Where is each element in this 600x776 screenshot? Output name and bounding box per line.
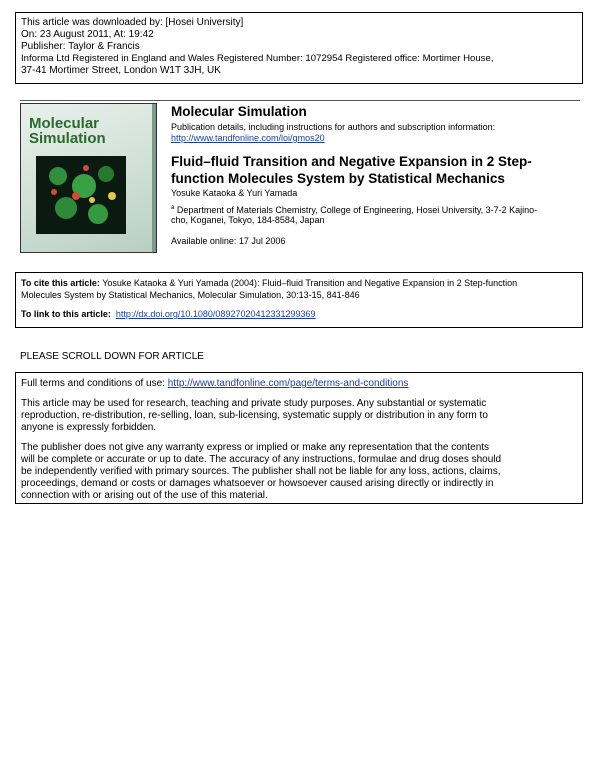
link-line xyxy=(21,309,316,320)
article-authors: Yosuke Kataoka & Yuri Yamada xyxy=(171,188,298,198)
terms-p2-line-4: proceedings, demand or costs or damages whatsoever or howsoever caused arising directly or indirectly in xyxy=(21,478,494,489)
download-line-5: 37-41 Mortimer Street, London W1T 3JH, UK xyxy=(21,65,221,76)
publication-details: Publication details, including instructions for authors and subscription information: xyxy=(171,122,496,132)
journal-name: Molecular Simulation xyxy=(171,104,307,119)
article-title xyxy=(171,153,532,187)
cite-label: To cite this article: xyxy=(21,278,100,288)
cite-text-1: Yosuke Kataoka & Yuri Yamada (2004): Fluid–fluid Transition and Negative Expansion in 2 Step-function xyxy=(99,278,518,288)
terms-line xyxy=(21,378,408,390)
download-line-1: This article was downloaded by: [Hosei University] xyxy=(21,17,244,28)
download-line-2: On: 23 August 2011, At: 19:42 xyxy=(21,29,154,40)
affiliation-line-2: cho, Koganei, Tokyo, 184-8584, Japan xyxy=(171,215,325,225)
molecule-illustration xyxy=(36,156,126,234)
cover-title-line-1: Molecular xyxy=(29,115,100,132)
terms-box xyxy=(15,372,583,504)
cite-text-2: Molecules System by Statistical Mechanics, Molecular Simulation, 30:13-15, 841-846 xyxy=(21,290,360,300)
download-info-box xyxy=(15,12,583,84)
cover-title xyxy=(29,116,106,146)
terms-label: Full terms and conditions of use: xyxy=(21,378,168,389)
download-line-4: Informa Ltd Registered in England and Wales Registered Number: 1072954 Registered office: Mortimer House, xyxy=(21,53,494,64)
terms-p2-line-5: connection with or arising out of the use of this material. xyxy=(21,490,268,501)
cover-spine-strip xyxy=(152,104,156,252)
terms-p1-line-1: This article may be used for research, teaching and private study purposes. Any substantial or systematic xyxy=(21,398,487,409)
cite-line-1 xyxy=(21,278,517,289)
terms-p2-line-2: will be complete or accurate or up to date. The accuracy of any instructions, formulae and drug doses should xyxy=(21,454,502,465)
affiliation-marker: a xyxy=(171,205,175,211)
cover-title-line-2: Simulation xyxy=(29,130,106,147)
available-online: Available online: 17 Jul 2006 xyxy=(171,236,286,246)
terms-p2-line-3: be independently verified with primary sources. The publisher shall not be liable for any loss, actions, claims, xyxy=(21,466,501,477)
download-line-3: Publisher: Taylor & Francis xyxy=(21,41,140,52)
scroll-notice: PLEASE SCROLL DOWN FOR ARTICLE xyxy=(20,351,204,362)
cover-molecule-graphic xyxy=(36,156,126,234)
article-title-line-2: function Molecules System by Statistical Mechanics xyxy=(171,171,505,186)
link-label: To link to this article: xyxy=(21,309,111,319)
article-title-line-1: Fluid–fluid Transition and Negative Expansion in 2 Step- xyxy=(171,154,532,169)
header-divider xyxy=(20,100,580,101)
citation-box xyxy=(15,272,583,328)
terms-p1-line-3: anyone is expressly forbidden. xyxy=(21,422,157,433)
journal-cover-image xyxy=(20,103,157,253)
doi-link[interactable]: http://dx.doi.org/10.1080/08927020412331299369 xyxy=(115,309,316,319)
terms-p2-line-1: The publisher does not give any warranty express or implied or make any representation that the contents xyxy=(21,442,490,453)
terms-url-link[interactable]: http://www.tandfonline.com/page/terms-and-conditions xyxy=(167,378,409,389)
terms-p1-line-2: reproduction, re-distribution, re-selling, loan, sub-licensing, systematic supply or distribution in any form to xyxy=(21,410,488,421)
journal-url-link[interactable]: http://www.tandfonline.com/loi/gmos20 xyxy=(171,133,325,143)
affiliation-text-1: Department of Materials Chemistry, College of Engineering, Hosei University, 3-7-2 Kajino- xyxy=(176,205,538,215)
